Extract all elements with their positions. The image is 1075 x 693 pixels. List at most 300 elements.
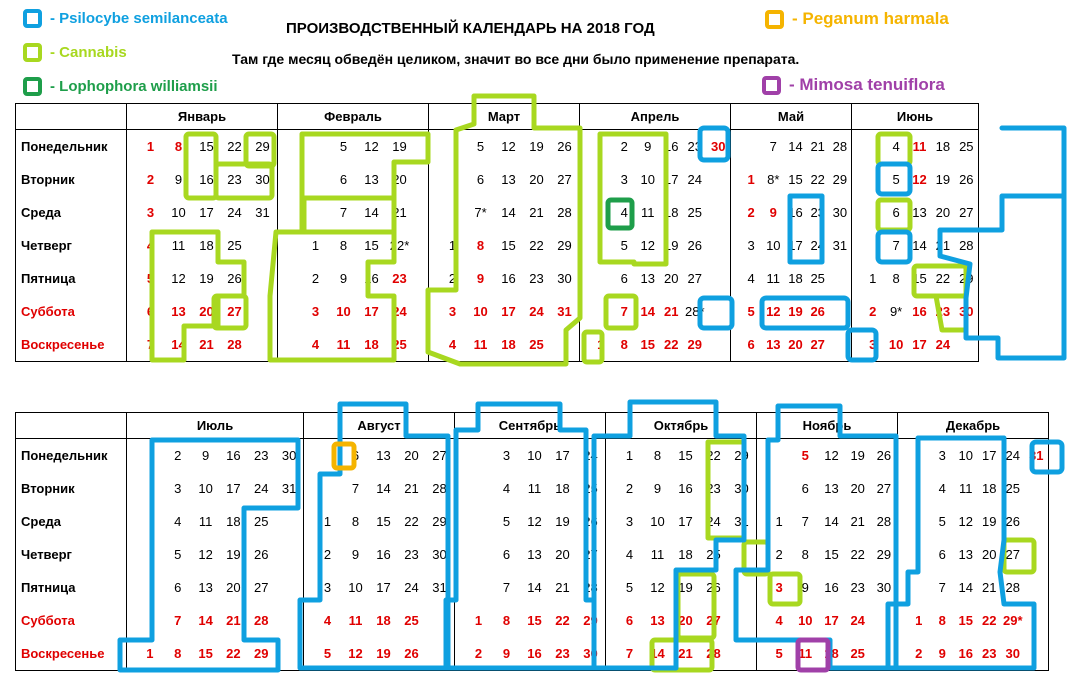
day-cell: 27 — [959, 205, 974, 220]
day-cell: 19 — [529, 139, 544, 154]
cannabis-swatch-icon — [23, 43, 42, 62]
month-header: Май — [731, 104, 852, 130]
day-cell: 27 — [706, 613, 721, 628]
month-header: Март — [429, 104, 580, 130]
day-cell: 2 — [747, 205, 755, 220]
day-cell: 14 — [198, 613, 213, 628]
day-cell: 19 — [199, 271, 214, 286]
day-cell: 22 — [404, 514, 419, 529]
day-cell: 5 — [476, 139, 485, 154]
day-cell: 24 — [706, 514, 721, 529]
day-cell: 29 — [432, 514, 447, 529]
day-cell: 9 — [644, 139, 652, 154]
day-cell: 11 — [473, 337, 488, 352]
day-cell: 6 — [339, 172, 348, 187]
day-cell: 14 — [650, 646, 665, 661]
page-subtitle: Там где месяц обведён целиком, значит во все дни было применение препарата. — [232, 51, 800, 67]
day-cell: 11 — [959, 481, 973, 496]
month-july — [127, 439, 304, 671]
day-cell: 24 — [404, 580, 419, 595]
day-cell: 10 — [527, 448, 542, 463]
day-cell: 11 — [641, 205, 655, 220]
day-cell: 5 — [620, 238, 628, 253]
day-cell: 23 — [810, 205, 825, 220]
day-cell: 18 — [982, 481, 997, 496]
day-cell: 31 — [255, 205, 270, 220]
day-cell: 14 — [501, 205, 516, 220]
day-cell: 18 — [199, 238, 214, 253]
day-cell: 17 — [912, 337, 927, 352]
day-cell: 15 — [501, 238, 516, 253]
day-cell: 3 — [938, 448, 946, 463]
month-grid — [731, 130, 851, 359]
day-cell: 13 — [824, 481, 839, 496]
day-cell: 4 — [323, 613, 332, 628]
day-cell: 8 — [351, 514, 360, 529]
day-cell: 5 — [938, 514, 946, 529]
day-cell: 27 — [1005, 547, 1020, 562]
day-cell: 30 — [557, 271, 572, 286]
day-cell: 2 — [474, 646, 483, 661]
day-cell: 2 — [146, 172, 155, 187]
day-cell: 22* — [389, 238, 410, 253]
day-cell: 7 — [146, 337, 155, 352]
day-cell: 1 — [311, 238, 320, 253]
month-january — [127, 130, 278, 362]
day-cell: 26 — [583, 514, 598, 529]
day-cell: 16 — [824, 580, 839, 595]
day-cell: 28 — [1005, 580, 1020, 595]
day-cell: 20 — [529, 172, 544, 187]
day-cell: 20 — [404, 448, 419, 463]
day-cell: 15 — [788, 172, 803, 187]
day-cell: 10 — [766, 238, 781, 253]
day-cell: 1 — [448, 238, 457, 253]
day-cell: 23 — [706, 481, 721, 496]
day-cell: 16 — [664, 139, 679, 154]
day-cell: 29 — [832, 172, 848, 187]
day-cell: 13 — [958, 547, 973, 562]
day-cell: 26 — [876, 448, 892, 463]
day-cell: 12 — [958, 514, 973, 529]
month-header: Август — [304, 413, 455, 439]
day-cell: 29 — [583, 613, 598, 628]
day-cell: 1 — [775, 514, 783, 529]
day-cell: 6 — [476, 172, 485, 187]
day-cell: 8 — [174, 139, 183, 154]
weekday-label: Четверг — [21, 238, 72, 253]
day-cell: 9 — [174, 172, 183, 187]
day-cell: 29 — [687, 337, 702, 352]
day-cell: 21 — [678, 646, 693, 661]
month-september — [455, 439, 606, 671]
day-cell: 1 — [597, 337, 605, 352]
day-cell: 25 — [254, 514, 269, 529]
day-cell: 25 — [706, 547, 721, 562]
day-cell: 14 — [527, 580, 542, 595]
day-cell: 21 — [935, 238, 951, 253]
day-cell: 26 — [227, 271, 242, 286]
day-cell: 1 — [915, 613, 923, 628]
day-cell: 25 — [959, 139, 974, 154]
day-cell: 8 — [653, 448, 662, 463]
day-cell: 21 — [392, 205, 407, 220]
day-cell: 24 — [583, 448, 598, 463]
month-grid — [852, 130, 978, 359]
day-cell: 17 — [664, 172, 679, 187]
day-cell: 9 — [502, 646, 511, 661]
day-cell: 30 — [959, 304, 974, 319]
day-cell: 14 — [788, 139, 803, 154]
day-cell: 17 — [982, 448, 997, 463]
day-cell: 9 — [201, 448, 210, 463]
day-cell: 22 — [850, 547, 865, 562]
legend-label: - Mimosa tenuiflora — [789, 75, 945, 94]
day-cell: 9 — [653, 481, 662, 496]
day-cell: 7 — [351, 481, 360, 496]
day-cell: 12 — [766, 304, 781, 319]
legend-lophophora — [23, 77, 218, 96]
day-cell: 7 — [620, 304, 628, 319]
month-grid — [429, 130, 579, 359]
day-cell: 21 — [664, 304, 679, 319]
day-cell: 17 — [364, 304, 379, 319]
day-cell: 27 — [557, 172, 572, 187]
day-cell: 23 — [850, 580, 865, 595]
month-grid — [127, 439, 303, 668]
day-cell: 22 — [982, 613, 997, 628]
day-cell: 13 — [912, 205, 927, 220]
day-cell: 19 — [788, 304, 803, 319]
day-cell: 3 — [448, 304, 457, 319]
month-june — [852, 130, 979, 362]
day-cell: 3 — [747, 238, 755, 253]
day-cell: 25 — [687, 205, 702, 220]
day-cell: 10 — [171, 205, 186, 220]
day-cell: 18 — [678, 547, 693, 562]
day-cell: 21 — [199, 337, 214, 352]
month-grid — [757, 439, 897, 668]
day-cell: 9 — [476, 271, 485, 286]
day-cell: 2 — [174, 448, 182, 463]
day-cell: 30 — [711, 139, 726, 154]
day-cell: 25 — [529, 337, 544, 352]
day-cell: 28 — [959, 238, 974, 253]
day-cell: 15 — [824, 547, 839, 562]
day-cell: 27 — [876, 481, 892, 496]
day-cell: 25 — [850, 646, 865, 661]
day-cell: 28 — [706, 646, 721, 661]
day-cell: 18 — [501, 337, 516, 352]
day-cell: 10 — [336, 304, 351, 319]
weekday-column — [16, 130, 127, 362]
day-cell: 20 — [678, 613, 693, 628]
lophophora-swatch-icon — [23, 77, 42, 96]
month-grid — [580, 130, 730, 359]
day-cell: 31 — [734, 514, 749, 529]
day-cell: 20 — [555, 547, 570, 562]
day-cell: 24 — [529, 304, 544, 319]
day-cell: 2 — [775, 547, 783, 562]
day-cell: 17 — [555, 448, 570, 463]
day-cell: 16 — [226, 448, 241, 463]
day-cell: 30 — [1005, 646, 1020, 661]
day-cell: 4 — [747, 271, 755, 286]
day-cell: 19 — [376, 646, 391, 661]
day-cell: 9 — [801, 580, 809, 595]
month-header: Сентябрь — [455, 413, 606, 439]
day-cell: 3 — [625, 514, 634, 529]
day-cell: 8 — [502, 613, 511, 628]
day-cell: 27 — [583, 547, 598, 562]
day-cell: 15 — [376, 514, 391, 529]
day-cell: 11 — [650, 547, 665, 562]
day-cell: 4 — [174, 514, 182, 529]
day-cell: 24 — [935, 337, 951, 352]
legend-peganum — [765, 9, 949, 29]
legend-mimosa — [762, 75, 945, 95]
day-cell: 14 — [958, 580, 973, 595]
weekday-header-blank — [16, 104, 127, 130]
day-cell: 2 — [915, 646, 923, 661]
day-cell: 26 — [706, 580, 721, 595]
day-cell: 24 — [227, 205, 242, 220]
day-cell: 29 — [734, 448, 749, 463]
day-cell: 15 — [640, 337, 655, 352]
day-cell: 8 — [476, 238, 485, 253]
day-cell: 29* — [1002, 613, 1023, 628]
day-cell: 29 — [255, 139, 270, 154]
day-cell: 22 — [935, 271, 951, 286]
day-cell: 30 — [255, 172, 270, 187]
day-cell: 1 — [869, 271, 877, 286]
day-cell: 7 — [339, 205, 348, 220]
day-cell: 28 — [832, 139, 848, 154]
day-cell: 25 — [810, 271, 825, 286]
day-cell: 10 — [348, 580, 363, 595]
day-cell: 23 — [935, 304, 951, 319]
day-cell: 24 — [254, 481, 269, 496]
month-april — [580, 130, 731, 362]
day-cell: 12 — [650, 580, 665, 595]
day-cell: 8 — [174, 646, 182, 661]
day-cell: 6 — [502, 547, 511, 562]
day-cell: 11 — [348, 613, 363, 628]
day-cell: 14 — [376, 481, 391, 496]
day-cell: 12 — [824, 448, 839, 463]
day-cell: 21 — [529, 205, 544, 220]
day-cell: 19 — [935, 172, 951, 187]
day-cell: 20 — [935, 205, 951, 220]
legend-label: - Lophophora williamsii — [50, 78, 218, 95]
day-cell: 4 — [625, 547, 634, 562]
day-cell: 9 — [938, 646, 946, 661]
day-cell: 18 — [824, 646, 839, 661]
day-cell: 22 — [226, 646, 241, 661]
day-cell: 4 — [502, 481, 511, 496]
day-cell: 1 — [146, 646, 154, 661]
day-cell: 22 — [555, 613, 570, 628]
day-cell: 12 — [527, 514, 542, 529]
day-cell: 27 — [227, 304, 242, 319]
day-cell: 2 — [311, 271, 320, 286]
day-cell: 16 — [912, 304, 927, 319]
month-october — [606, 439, 757, 671]
day-cell: 7* — [474, 205, 487, 220]
day-cell: 27 — [810, 337, 825, 352]
day-cell: 18 — [935, 139, 951, 154]
weekday-label: Воскресенье — [21, 646, 105, 661]
day-cell: 24 — [687, 172, 702, 187]
weekday-label: Суббота — [21, 304, 75, 319]
peganum-swatch-icon — [765, 10, 784, 29]
day-cell: 28 — [876, 514, 892, 529]
day-cell: 20 — [226, 580, 241, 595]
day-cell: 24 — [850, 613, 865, 628]
day-cell: 3 — [620, 172, 628, 187]
day-cell: 13 — [650, 613, 665, 628]
day-cell: 6 — [620, 271, 628, 286]
day-cell: 16 — [958, 646, 973, 661]
day-cell: 5 — [625, 580, 634, 595]
day-cell: 2 — [620, 139, 628, 154]
day-cell: 5 — [174, 547, 182, 562]
day-cell: 1 — [625, 448, 634, 463]
day-cell: 30 — [876, 580, 892, 595]
legend-psilocybe — [23, 9, 228, 28]
day-cell: 8 — [892, 271, 900, 286]
month-grid — [304, 439, 454, 668]
day-cell: 17 — [788, 238, 803, 253]
month-grid — [898, 439, 1048, 668]
day-cell: 30 — [734, 481, 749, 496]
day-cell: 28 — [254, 613, 269, 628]
day-cell: 24 — [392, 304, 407, 319]
day-cell: 11 — [198, 514, 213, 529]
day-cell: 7 — [502, 580, 511, 595]
day-cell: 17 — [824, 613, 839, 628]
day-cell: 20 — [788, 337, 803, 352]
day-cell: 8 — [801, 547, 809, 562]
day-cell: 20 — [199, 304, 214, 319]
day-cell: 5 — [146, 271, 155, 286]
day-cell: 6 — [747, 337, 755, 352]
month-header: Апрель — [580, 104, 731, 130]
day-cell: 27 — [254, 580, 269, 595]
day-cell: 13 — [766, 337, 781, 352]
day-cell: 29 — [557, 238, 572, 253]
psilocybe-swatch-icon — [23, 9, 42, 28]
day-cell: 20 — [850, 481, 865, 496]
month-header: Февраль — [278, 104, 429, 130]
day-cell: 6 — [351, 448, 360, 463]
day-cell: 30 — [281, 448, 297, 463]
day-cell: 5 — [775, 646, 783, 661]
day-cell: 18 — [364, 337, 379, 352]
day-cell: 5 — [892, 172, 900, 187]
legend-cannabis — [23, 43, 127, 62]
month-december — [898, 439, 1049, 671]
legend-label: - Cannabis — [50, 44, 127, 61]
mimosa-swatch-icon — [762, 76, 781, 95]
day-cell: 7 — [625, 646, 634, 661]
day-cell: 4 — [448, 337, 457, 352]
day-cell: 5 — [747, 304, 755, 319]
day-cell: 13 — [527, 547, 542, 562]
day-cell: 11 — [527, 481, 542, 496]
day-cell: 28 — [227, 337, 242, 352]
day-cell: 31 — [557, 304, 572, 319]
month-header: Июль — [127, 413, 304, 439]
day-cell: 1 — [474, 613, 483, 628]
day-cell: 14 — [364, 205, 379, 220]
day-cell: 8 — [339, 238, 348, 253]
day-cell: 31 — [832, 238, 848, 253]
day-cell: 21 — [850, 514, 865, 529]
day-cell: 23 — [687, 139, 702, 154]
day-cell: 3 — [869, 337, 877, 352]
day-cell: 6 — [146, 304, 155, 319]
month-grid — [606, 439, 756, 668]
day-cell: 7 — [892, 238, 900, 253]
day-cell: 19 — [678, 580, 693, 595]
weekday-label: Воскресенье — [21, 337, 105, 352]
month-header: Октябрь — [606, 413, 757, 439]
day-cell: 11 — [336, 337, 351, 352]
day-cell: 13 — [501, 172, 516, 187]
day-cell: 4 — [892, 139, 900, 154]
day-cell: 15 — [364, 238, 379, 253]
day-cell: 6 — [892, 205, 900, 220]
legend-label: - Peganum harmala — [792, 9, 949, 28]
day-cell: 19 — [555, 514, 570, 529]
weekday-label: Среда — [21, 514, 62, 529]
day-cell: 4 — [146, 238, 155, 253]
day-cell: 6 — [801, 481, 809, 496]
day-cell: 8* — [767, 172, 780, 187]
day-cell: 10 — [958, 448, 973, 463]
weekday-label: Четверг — [21, 547, 72, 562]
day-cell: 28 — [557, 205, 572, 220]
page-title: ПРОИЗВОДСТВЕННЫЙ КАЛЕНДАРЬ НА 2018 ГОД — [286, 20, 655, 37]
day-cell: 10 — [473, 304, 488, 319]
day-cell: 1 — [146, 139, 155, 154]
day-cell: 15 — [527, 613, 542, 628]
day-cell: 21 — [404, 481, 419, 496]
day-cell: 10 — [650, 514, 665, 529]
month-may — [731, 130, 852, 362]
day-cell: 21 — [226, 613, 241, 628]
month-header: Декабрь — [898, 413, 1049, 439]
day-cell: 7 — [174, 613, 182, 628]
day-cell: 22 — [227, 139, 242, 154]
day-cell: 3 — [146, 205, 155, 220]
day-cell: 23 — [404, 547, 419, 562]
day-cell: 26 — [557, 139, 572, 154]
month-grid — [278, 130, 428, 359]
day-cell: 21 — [810, 139, 825, 154]
day-cell: 14 — [824, 514, 839, 529]
day-cell: 26 — [810, 304, 825, 319]
day-cell: 10 — [640, 172, 655, 187]
day-cell: 5 — [339, 139, 348, 154]
day-cell: 3 — [174, 481, 182, 496]
day-cell: 19 — [982, 514, 997, 529]
day-cell: 3 — [775, 580, 783, 595]
day-cell: 9* — [889, 304, 903, 319]
day-cell: 20 — [982, 547, 997, 562]
day-cell: 24 — [1005, 448, 1020, 463]
